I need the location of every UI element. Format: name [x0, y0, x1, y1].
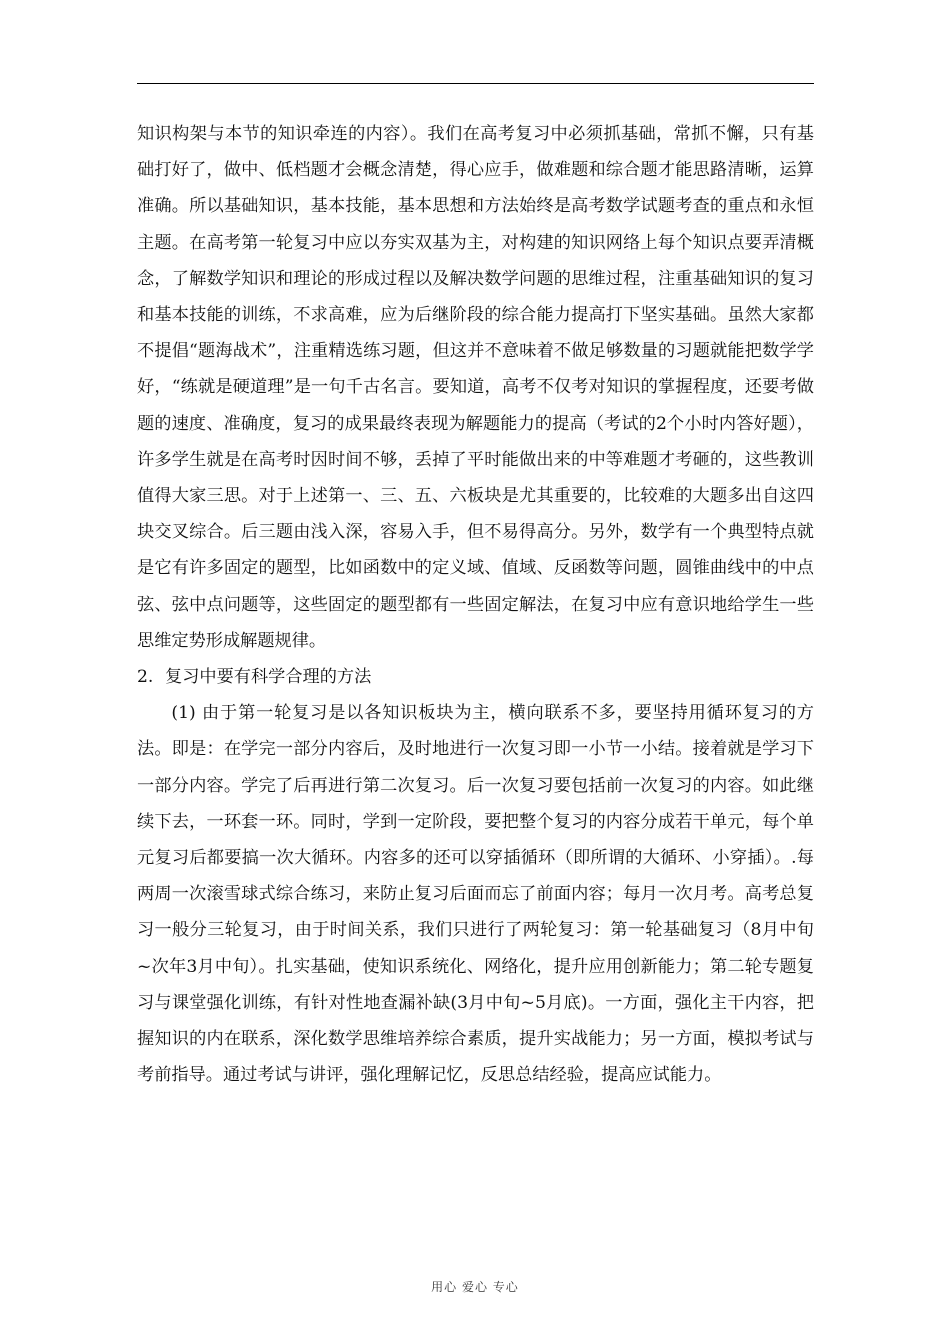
document-body	[137, 116, 814, 1093]
paragraph-continued: 知识构架与本节的知识牵连的内容）。我们在高考复习中必须抓基础，常抓不懈，只有基础打好了，做中、低档题才会概念清楚，得心应手，做难题和综合题才能思路清晰，运算准确。所以基础知识，基本技能，基本思想和方法始终是高考数学试题考查的重点和永恒主题。在高考第一轮复习中应以夯实双基为主，对构建的知识网络上每个知识点要弄清概念，了解数学知识和理论的形成过程以及解决数学问题的思维过程，注重基础知识的复习和基本技能的训练，不求高难，应为后继阶段的综合能力提高打下坚实基础。虽然大家都不提倡“题海战术”，注重精选练习题，但这并不意味着不做足够数量的习题就能把数学学好，“练就是硬道理”是一句千古名言。要知道，高考不仅考对知识的掌握程度，还要考做题的速度、准确度，复习的成果最终表现为解题能力的提高（考试的2个小时内答好题），许多学生就是在高考时因时间不够，丢掉了平时能做出来的中等难题才考砸的，这些教训值得大家三思。对于上述第一、三、五、六板块是尤其重要的，比较难的大题多出自这四块交叉综合。后三题由浅入深，容易入手，但不易得高分。另外，数学有一个典型特点就是它有许多固定的题型，比如函数中的定义域、值域、反函数等问题，圆锥曲线中的中点弦、弦中点问题等，这些固定的题型都有一些固定解法，在复习中应有意识地给学生一些思维定势形成解题规律。	[137, 124, 814, 651]
section-number: 2.	[137, 667, 154, 688]
paragraph-method-1: (1) 由于第一轮复习是以各知识板块为主，横向联系不多，要坚持用循环复习的方法。即是：在学完一部分内容后，及时地进行一次复习即一小节一小结。接着就是学习下一部分内容。学完了后再进行第二次复习。后一次复习要包括前一次复习的内容。如此继续下去，一环套一环。同时，学到一定阶段，要把整个复习的内容分成若干单元，每个单元复习后都要搞一次大循环。内容多的还可以穿插循环（即所谓的大循环、小穿插）。.每两周一次滚雪球式综合练习，来防止复习后面而忘了前面内容；每月一次月考。高考总复习一般分三轮复习，由于时间关系，我们只进行了两轮复习：第一轮基础复习（8月中旬~次年3月中旬）。扎实基础，使知识系统化、网络化，提升应用创新能力；第二轮专题复习与课堂强化训练，有针对性地查漏补缺(3月中旬~5月底)。一方面，强化主干内容，把握知识的内在联系，深化数学思维培养综合素质，提升实战能力；另一方面，模拟考试与考前指导。通过考试与讲评，强化理解记忆，反思总结经验，提高应试能力。	[137, 703, 814, 1086]
section-heading-2	[137, 659, 814, 695]
header-rule	[137, 83, 814, 84]
section-title: 复习中要有科学合理的方法	[165, 667, 372, 688]
page-footer: 用心 爱心 专心	[431, 1280, 519, 1294]
